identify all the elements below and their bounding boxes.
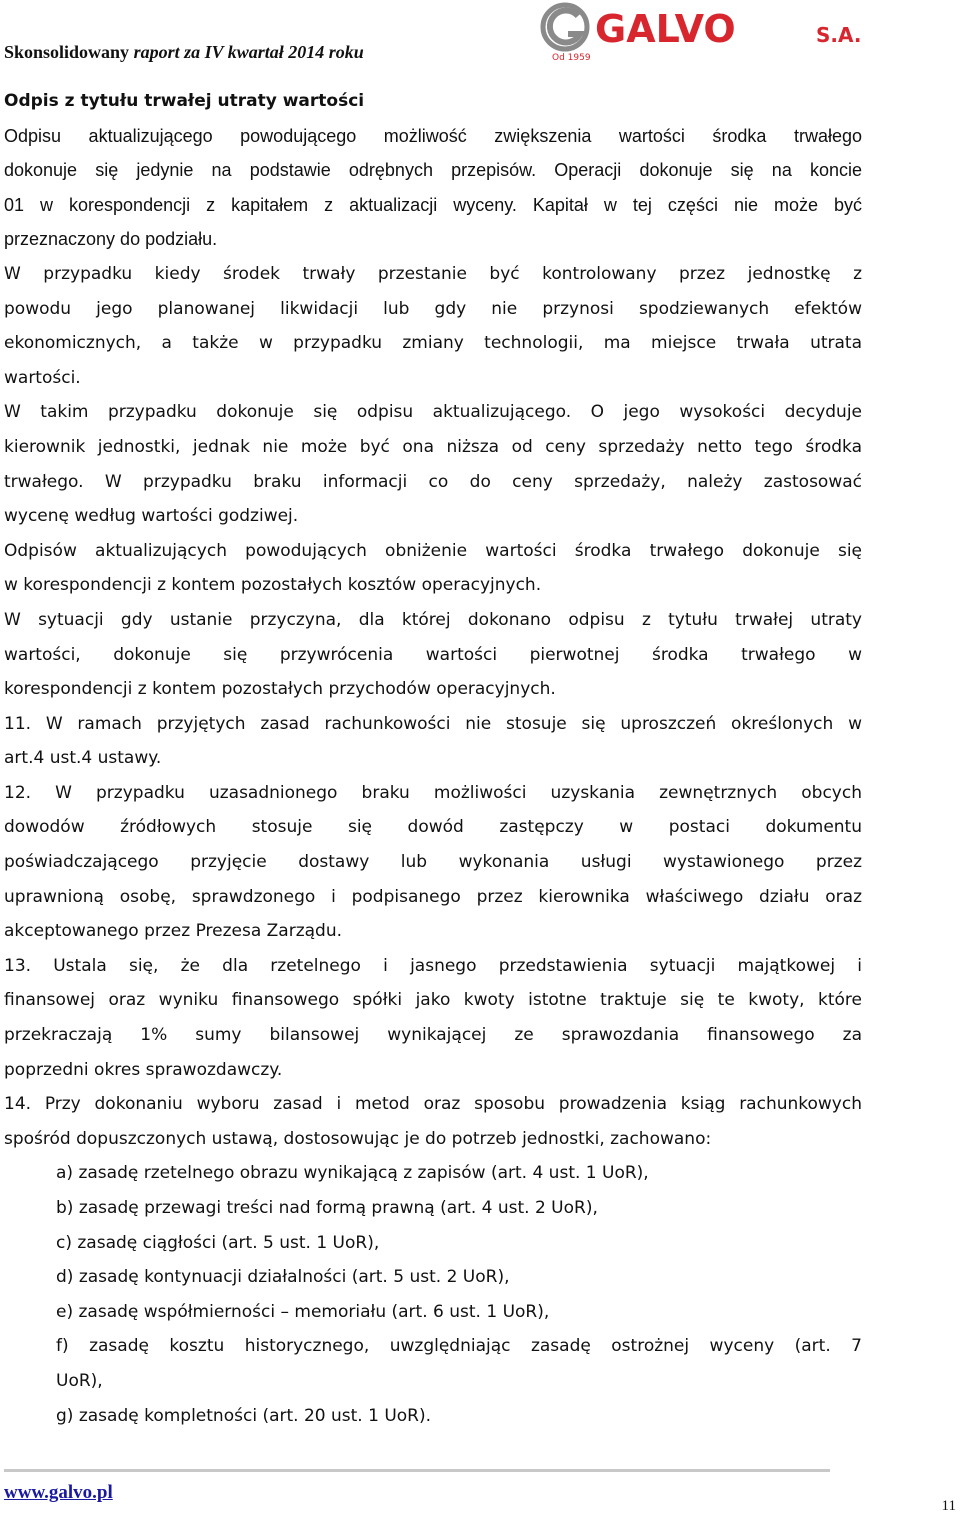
paragraph-revaluation — [4, 119, 862, 257]
text-line: 14. Przy dokonaniu wyboru zasad i metod oraz sposobu prowadzenia ksiąg rachunkowych — [4, 1094, 862, 1115]
text-line: poświadczającego przyjęcie dostawy lub wykonania usługi wystawionego przez — [4, 852, 862, 873]
paragraph-write-down — [4, 395, 862, 533]
page-number: 11 — [941, 1498, 956, 1514]
text-line: W takim przypadku dokonuje się odpisu aktualizującego. O jego wysokości decyduje — [4, 402, 862, 423]
text-line: akceptowanego przez Prezesa Zarządu. — [4, 921, 343, 942]
list-item-continuation: UoR), — [56, 1370, 103, 1391]
text-line: 13. Ustala się, że dla rzetelnego i jasnego przedstawienia sytuacji majątkowej i — [4, 955, 862, 976]
list-item: a) zasadę rzetelnego obrazu wynikającą z zapisów (art. 4 ust. 1 UoR), — [56, 1163, 649, 1184]
text-line: przeznaczony do podziału. — [4, 229, 218, 250]
text-line: 12. W przypadku uzasadnionego braku możliwości uzyskania zewnętrznych obcych — [4, 782, 862, 803]
footer-website-link[interactable]: www.galvo.pl — [4, 1482, 113, 1503]
text-line: 01 w korespondencji z kapitałem z aktualizacji wyceny. Kapitał w tej części nie może być — [4, 194, 862, 215]
logo-since: Od 1959 — [552, 53, 591, 62]
list-item: b) zasadę przewagi treści nad formą prawną (art. 4 ust. 2 UoR), — [56, 1198, 598, 1218]
main-content — [4, 84, 862, 1433]
report-title-part1: Skonsolidowany — [4, 42, 134, 62]
paragraph-14 — [4, 1087, 862, 1156]
report-title-part2: raport za IV kwartał 2014 roku — [133, 42, 364, 62]
text-line: przekraczają 1% sumy bilansowej wynikającej ze sprawozdania finansowego za — [4, 1025, 862, 1046]
text-line: W sytuacji gdy ustanie przyczyna, dla której dokonano odpisu z tytułu trwałej utraty — [4, 609, 862, 630]
paragraph-12 — [4, 776, 862, 949]
principles-list — [4, 1156, 862, 1433]
text-line: trwałego. W przypadku braku informacji co do ceny sprzedaży, należy zastosować — [4, 471, 862, 492]
report-title — [4, 42, 364, 63]
galvo-mark-icon — [543, 5, 587, 49]
text-line: wartości. — [4, 367, 81, 388]
paragraph-reversal — [4, 603, 862, 707]
section-heading: Odpis z tytułu trwałej utraty wartości — [4, 91, 365, 111]
text-line: w korespondencji z kontem pozostałych kosztów operacyjnych. — [4, 575, 542, 596]
paragraph-13 — [4, 949, 862, 1087]
text-line: art.4 ust.4 ustawy. — [4, 748, 162, 769]
text-line: Odpisu aktualizującego powodującego możliwość zwiększenia wartości środka trwałego — [4, 125, 862, 146]
logo-suffix: S.A. — [816, 23, 862, 47]
paragraph-11 — [4, 707, 862, 776]
logo-brand: GALVO — [595, 7, 736, 51]
text-line: dowodów źródłowych stosuje się dowód zastępczy w postaci dokumentu — [4, 817, 862, 838]
list-item: g) zasadę kompletności (art. 20 ust. 1 UoR). — [56, 1405, 432, 1426]
text-line: dokonuje się jedynie na podstawie odrębnych przepisów. Operacji dokonuje się na koncie — [4, 160, 862, 181]
text-line: Odpisów aktualizujących powodujących obniżenie wartości środka trwałego dokonuje się — [4, 540, 862, 561]
text-line: kierownik jednostki, jednak nie może być ona niższa od ceny sprzedaży netto tego środka — [4, 436, 862, 457]
text-line: wartości, dokonuje się przywrócenia wartości pierwotnej środka trwałego w — [4, 644, 862, 665]
text-line: 11. W ramach przyjętych zasad rachunkowości nie stosuje się uproszczeń określonych w — [4, 713, 862, 734]
list-item: c) zasadę ciągłości (art. 5 ust. 1 UoR), — [56, 1232, 380, 1253]
list-item: f) zasadę kosztu historycznego, uwzględniając zasadę ostrożnej wyceny (art. 7 — [56, 1336, 862, 1357]
text-line: wycenę według wartości godziwej. — [4, 506, 299, 527]
list-item: e) zasadę współmierności – memoriału (art. 6 ust. 1 UoR), — [56, 1301, 550, 1322]
paragraph-operating-costs — [4, 534, 862, 603]
text-line: spośród dopuszczonych ustawą, dostosowując je do potrzeb jednostki, zachowano: — [4, 1128, 712, 1149]
text-line: finansowej oraz wyniku finansowego spółki jako kwoty istotne traktuje się te kwoty, które — [4, 990, 862, 1011]
galvo-logo — [540, 2, 870, 62]
text-line: uprawnioną osobę, sprawdzonego i podpisanego przez kierownika właściwego działu oraz — [4, 886, 862, 907]
text-line: korespondencji z kontem pozostałych przychodów operacyjnych. — [4, 679, 556, 700]
list-item: d) zasadę kontynuacji działalności (art. 5 ust. 2 UoR), — [56, 1267, 510, 1288]
text-line: W przypadku kiedy środek trwały przestanie być kontrolowany przez jednostkę z — [4, 263, 862, 284]
text-line: powodu jego planowanej likwidacji lub gdy nie przynosi spodziewanych efektów — [4, 298, 862, 319]
text-line: poprzedni okres sprawozdawczy. — [4, 1059, 283, 1080]
paragraph-impairment — [4, 257, 862, 395]
text-line: ekonomicznych, a także w przypadku zmiany technologii, ma miejsce trwała utrata — [4, 333, 862, 354]
footer-divider — [4, 1469, 830, 1472]
